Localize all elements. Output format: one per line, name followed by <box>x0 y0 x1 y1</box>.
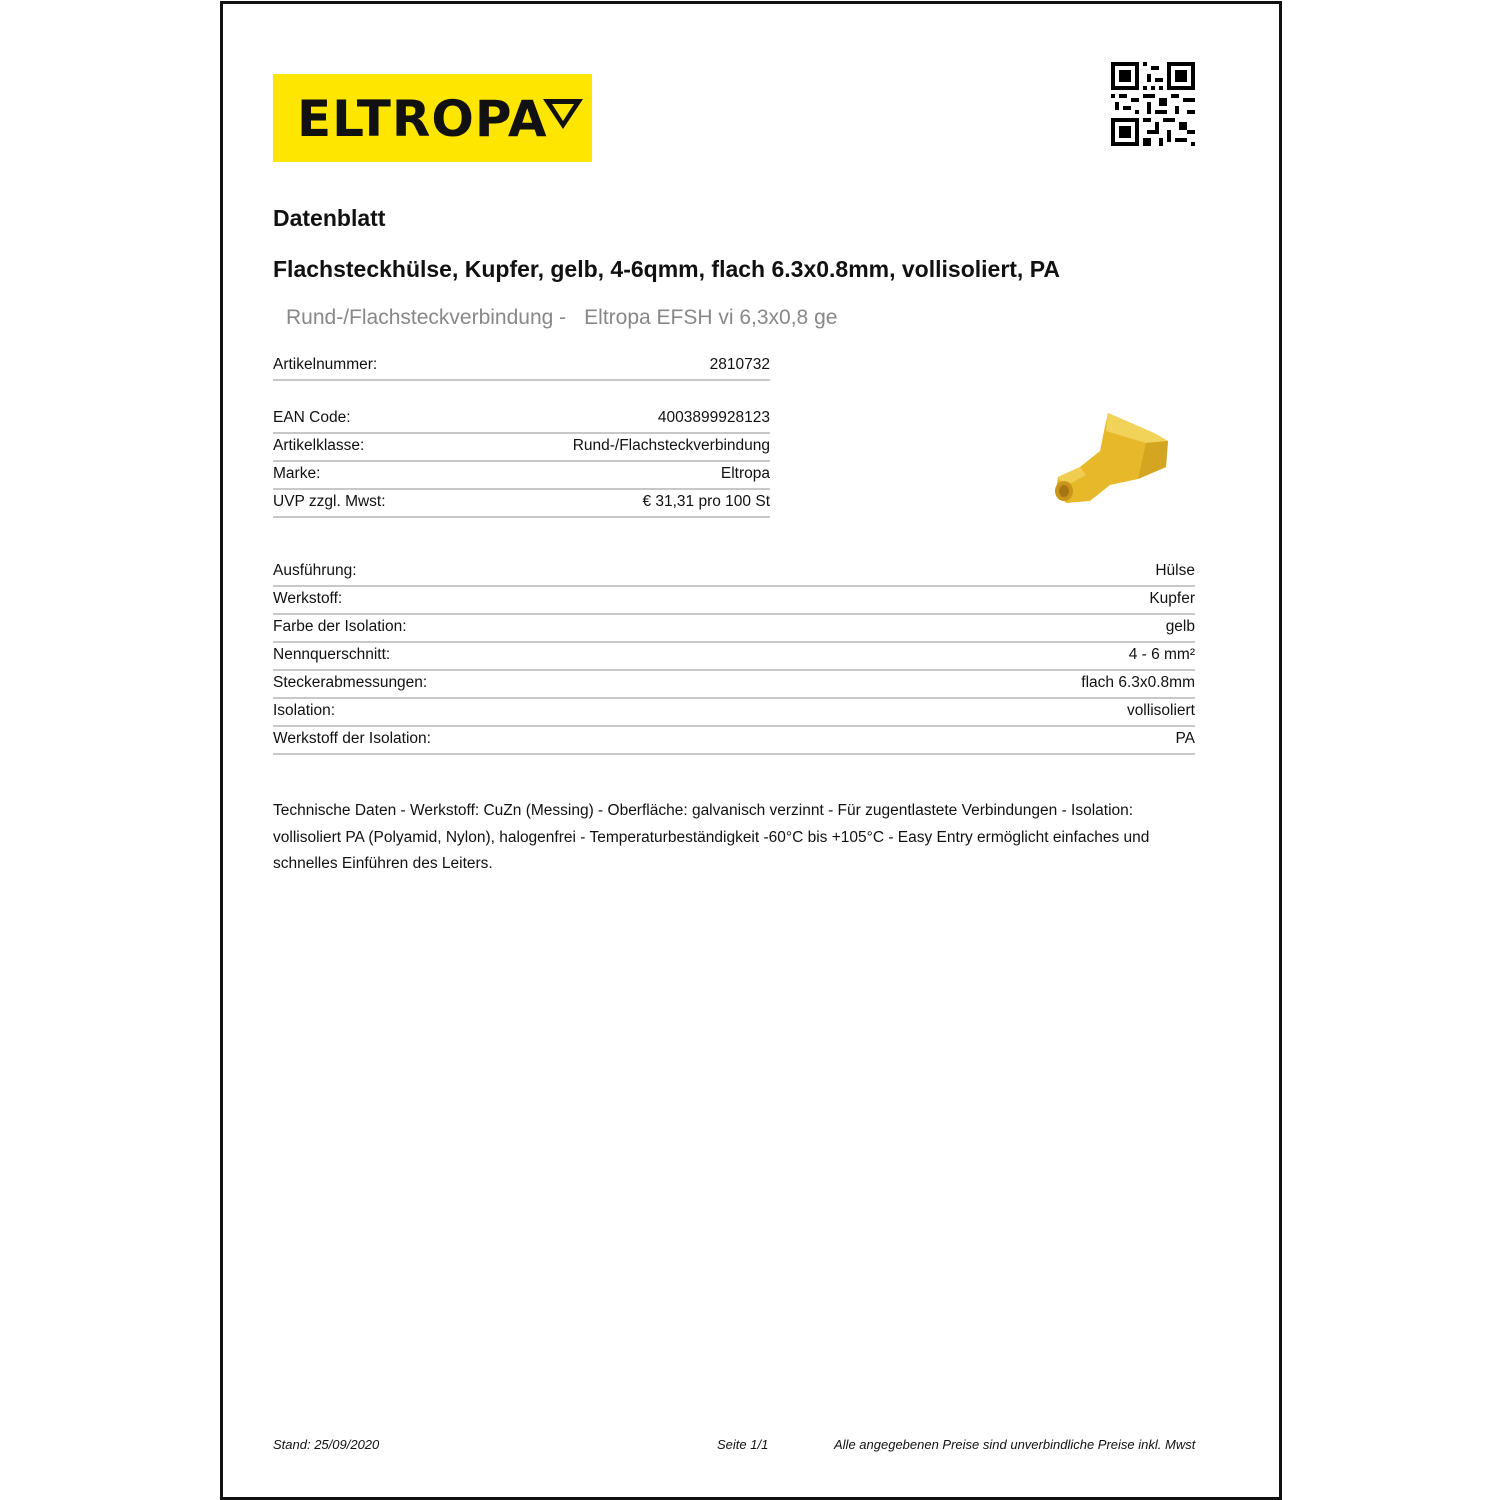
row-value: Eltropa <box>720 465 770 482</box>
technical-description: Technische Daten - Werkstoff: CuZn (Messing) - Oberfläche: galvanisch verzinnt - Für zugentlastete Verbindungen - Isolation: vollisoliert PA (Polyamid, Nylon), halogenfrei - Temperaturbeständigkeit -60°C bis +105°C - Easy Entry ermöglicht einfaches und schnelles Einführen des Leiters. <box>273 802 1150 872</box>
specs-table <box>273 559 1195 755</box>
row-label: Ausführung: <box>273 562 357 579</box>
row-value: PA <box>1175 730 1195 747</box>
table-row <box>273 727 1195 755</box>
row-label: Isolation: <box>273 702 336 719</box>
row-value: 4003899928123 <box>657 409 770 426</box>
footer-page: Seite 1/1 <box>717 1437 769 1452</box>
table-row <box>273 353 770 381</box>
qr-code-icon <box>1111 62 1195 146</box>
row-value: flach 6.3x0.8mm <box>1081 674 1195 691</box>
product-title: Flachsteckhülse, Kupfer, gelb, 4-6qmm, flach 6.3x0.8mm, vollisoliert, PA <box>273 256 1060 282</box>
row-label: Artikelnummer: <box>273 356 378 373</box>
row-label: Nennquerschnitt: <box>273 646 391 663</box>
row-value: gelb <box>1165 618 1195 635</box>
row-label: Marke: <box>273 465 321 482</box>
footer-date: Stand: 25/09/2020 <box>273 1437 380 1452</box>
table-row <box>273 615 1195 643</box>
logo-triangle-icon <box>543 99 583 129</box>
table-row <box>273 671 1195 699</box>
table-row <box>273 587 1195 615</box>
table-row <box>273 699 1195 727</box>
row-label: Werkstoff: <box>273 590 343 607</box>
product-subline <box>286 306 837 330</box>
table-row <box>273 434 770 462</box>
details-table <box>273 406 770 518</box>
row-label: EAN Code: <box>273 409 351 426</box>
row-value: vollisoliert <box>1126 702 1195 719</box>
table-row <box>273 406 770 434</box>
row-label: Werkstoff der Isolation: <box>273 730 431 747</box>
row-label: Artikelklasse: <box>273 437 365 454</box>
article-table <box>273 353 770 381</box>
row-value: Kupfer <box>1149 590 1195 607</box>
logo-text: ELTROPA <box>297 90 548 148</box>
row-label: Farbe der Isolation: <box>273 618 407 635</box>
row-value: Hülse <box>1155 562 1195 579</box>
row-value: € 31,31 pro 100 St <box>642 493 770 510</box>
row-value: 2810732 <box>709 356 770 373</box>
table-row <box>273 643 1195 671</box>
footer-price-note: Alle angegebenen Preise sind unverbindliche Preise inkl. Mwst <box>834 1437 1196 1452</box>
table-row <box>273 559 1195 587</box>
row-value: Rund-/Flachsteckverbindung <box>572 437 770 454</box>
datasheet-heading: Datenblatt <box>273 205 386 231</box>
row-value: 4 - 6 mm² <box>1128 646 1195 663</box>
row-label: UVP zzgl. Mwst: <box>273 493 386 510</box>
row-label: Steckerabmessungen: <box>273 674 428 691</box>
table-row <box>273 462 770 490</box>
product-category: Rund-/Flachsteckverbindung - <box>286 306 567 329</box>
table-row <box>273 490 770 518</box>
brand-logo <box>273 74 592 162</box>
product-image <box>1046 405 1176 510</box>
product-model: Eltropa EFSH vi 6,3x0,8 ge <box>584 306 838 329</box>
